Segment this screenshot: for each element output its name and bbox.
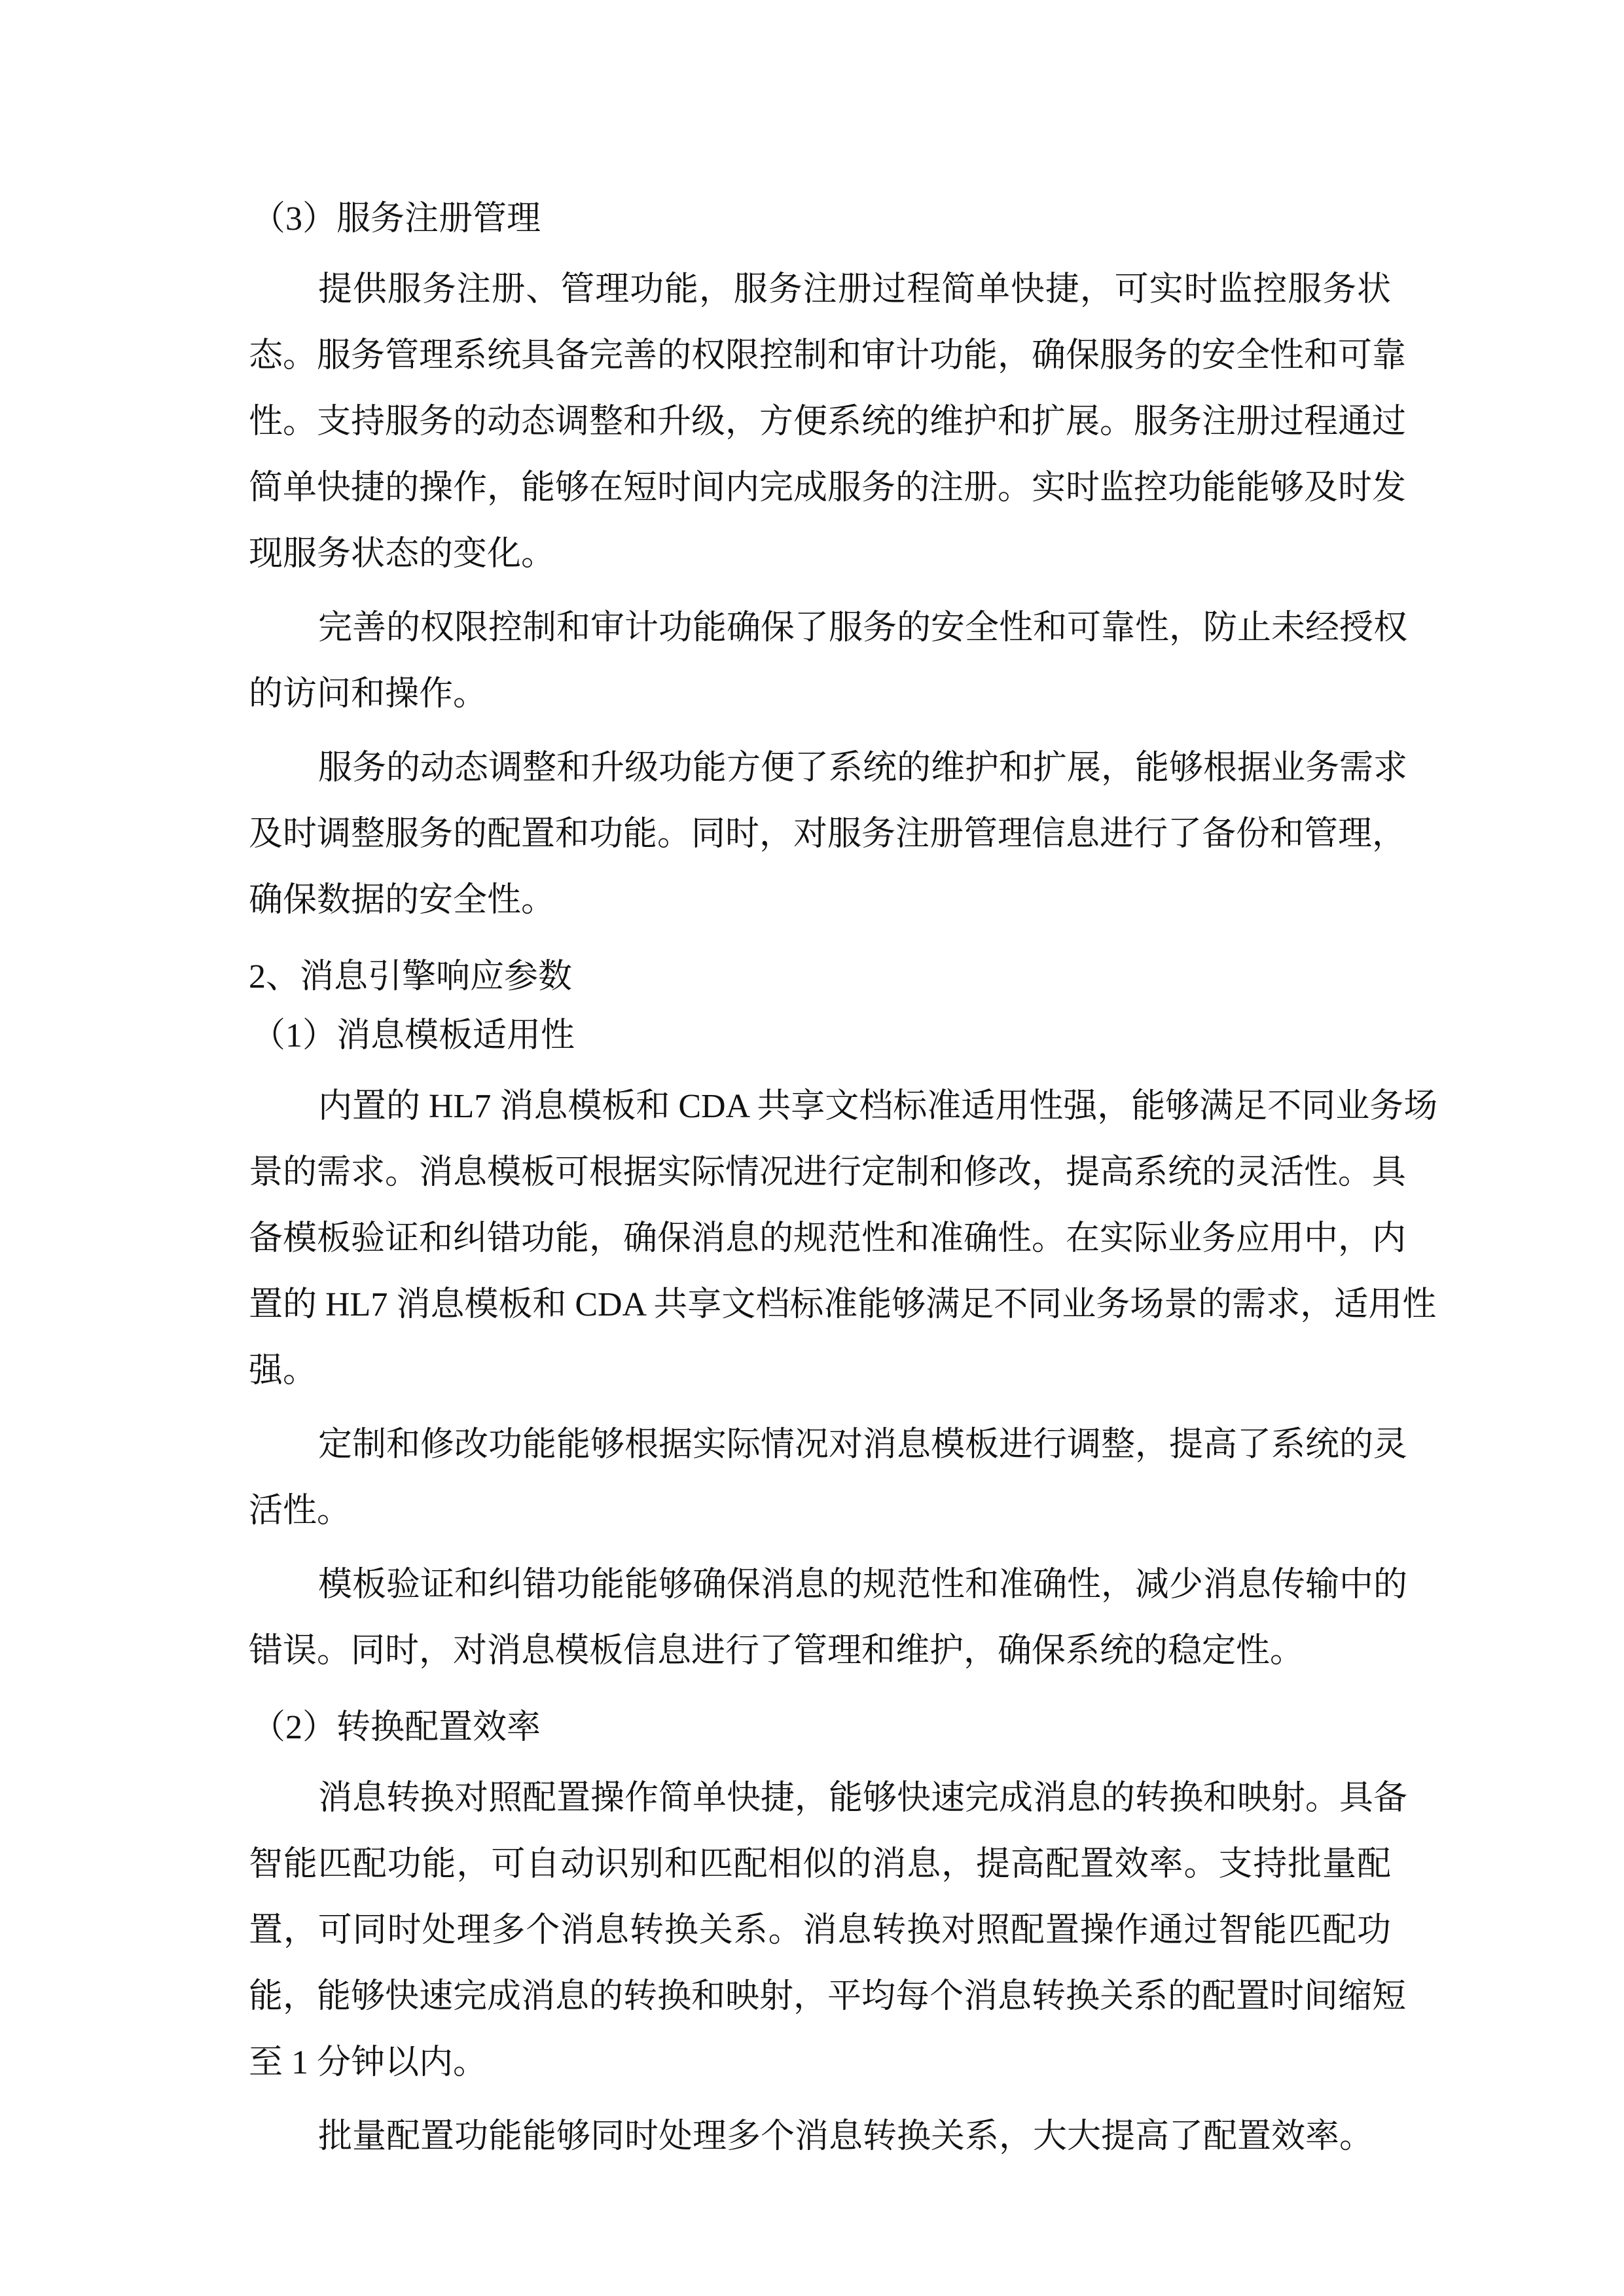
paragraph	[249, 1765, 1408, 2096]
paragraph-line: 定制和修改功能能够根据实际情况对消息模板进行调整，提高了系统的灵	[318, 1426, 1408, 1463]
paragraph-line: 现服务状态的变化。	[249, 535, 556, 573]
paragraph	[249, 595, 1408, 727]
paragraph-line: 模板验证和纠错功能能够确保消息的规范性和准确性，减少消息传输中的	[318, 1566, 1408, 1604]
paragraph	[249, 2104, 1391, 2170]
section-heading: （3）服务注册管理	[251, 200, 541, 238]
paragraph-line: 置的 HL7 消息模板和 CDA 共享文档标准能够满足不同业务场景的需求，适用性	[249, 1286, 1437, 1323]
paragraph-line: 完善的权限控制和审计功能确保了服务的安全性和可靠性，防止未经授权	[318, 609, 1408, 647]
paragraph-line: 批量配置功能能够同时处理多个消息转换关系，大大提高了配置效率。	[318, 2118, 1374, 2155]
paragraph-line: 态。服务管理系统具备完善的权限控制和审计功能，确保服务的安全性和可靠	[249, 337, 1407, 374]
section-heading: （2）转换配置效率	[251, 1709, 541, 1746]
paragraph-line: 内置的 HL7 消息模板和 CDA 共享文档标准适用性强，能够满足不同业务场	[318, 1088, 1438, 1125]
paragraph	[249, 1073, 1438, 1404]
paragraph-line: 置，可同时处理多个消息转换关系。消息转换对照配置操作通过智能匹配功	[249, 1912, 1391, 1949]
paragraph-line: 景的需求。消息模板可根据实际情况进行定制和修改，提高系统的灵活性。具	[249, 1154, 1407, 1191]
document-body	[249, 190, 1438, 2172]
paragraph	[249, 735, 1408, 933]
paragraph-line: 错误。同时，对消息模板信息进行了管理和维护，确保系统的稳定性。	[249, 1632, 1305, 1670]
paragraph-line: 提供服务注册、管理功能，服务注册过程简单快捷，可实时监控服务状	[318, 271, 1391, 308]
paragraph-line: 至 1 分钟以内。	[249, 2044, 488, 2081]
paragraph-line: 服务的动态调整和升级功能方便了系统的维护和扩展，能够根据业务需求	[318, 749, 1408, 787]
paragraph	[249, 257, 1407, 587]
section-heading: （1）消息模板适用性	[251, 1017, 575, 1054]
paragraph-line: 能，能够快速完成消息的转换和映射，平均每个消息转换关系的配置时间缩短	[249, 1978, 1407, 2015]
paragraph-line: 备模板验证和纠错功能，确保消息的规范性和准确性。在实际业务应用中，内	[249, 1220, 1407, 1257]
paragraph	[249, 1552, 1408, 1684]
paragraph-line: 活性。	[249, 1492, 352, 1530]
paragraph-line: 智能匹配功能，可自动识别和匹配相似的消息，提高配置效率。支持批量配	[249, 1846, 1391, 1883]
paragraph-line: 的访问和操作。	[249, 675, 488, 713]
paragraph-line: 性。支持服务的动态调整和升级，方便系统的维护和扩展。服务注册过程通过	[249, 403, 1407, 440]
paragraph	[249, 1412, 1408, 1544]
paragraph-line: 简单快捷的操作，能够在短时间内完成服务的注册。实时监控功能能够及时发	[249, 469, 1407, 507]
paragraph-line: 确保数据的安全性。	[249, 882, 556, 919]
section-heading: 2、消息引擎响应参数	[249, 958, 573, 996]
paragraph-line: 强。	[249, 1352, 317, 1390]
paragraph-line: 及时调整服务的配置和功能。同时，对服务注册管理信息进行了备份和管理，	[249, 816, 1407, 853]
paragraph-line: 消息转换对照配置操作简单快捷，能够快速完成消息的转换和映射。具备	[318, 1780, 1408, 1817]
